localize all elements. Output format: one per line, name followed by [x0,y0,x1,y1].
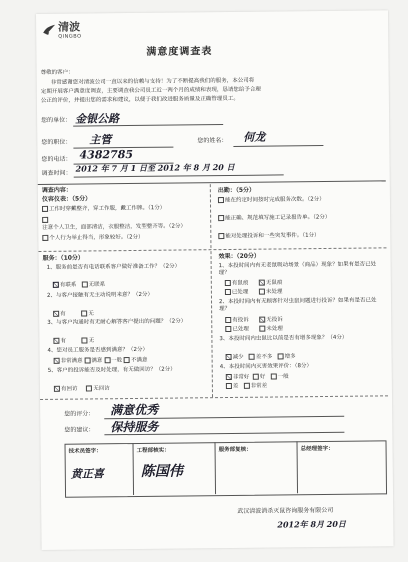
page-title: 满意度调查表 [146,46,213,58]
result-q3: 3、本投时间内虫鼠比以前是否有增多现象？（4分） [219,334,348,343]
service-q1: 1、服务前是否有电话联系客户做好准备工作？（2分） [46,263,181,271]
service-title: 服务：（10分） [42,254,84,262]
company-label: 您的单位： [41,116,72,124]
company-logo [40,21,100,40]
survey-sheet [36,10,394,550]
score-label: 您的评分： [64,410,95,418]
score-value[interactable]: 满意优秀 [110,402,159,418]
section-top-border [38,180,386,185]
r3-more-checkbox[interactable] [278,353,284,359]
q4-very-checkbox[interactable] [54,358,60,364]
r2-handled-checkbox[interactable] [225,326,231,332]
q2-yes-checkbox[interactable] [53,311,59,317]
company-value[interactable]: 金银公路 [75,112,120,126]
q5-visit-checkbox[interactable] [54,386,60,392]
logo-bird-icon [42,24,56,36]
service-q3: 3、与客户沟通时有无耐心解答客户提出的问题？（2分） [47,318,187,326]
result-q1: 1、本投时间内有无老鼠吸动场景（商品）现象？如果有是否已处理？ [218,261,377,277]
manager-signature[interactable]: 陈国伟 [140,463,183,480]
intro-line-3: 公正的评价，并提出您的需求和建议，以便于我们改进服务质量及正确管理员工。 [40,95,239,104]
service-q2: 2、与客户接触有无主动说明来意？（2分） [46,291,153,299]
r2-complaint-checkbox[interactable] [225,317,231,323]
logo-en-text: QINGBO [58,33,82,40]
r1-notrace-checkbox[interactable] [259,280,265,286]
section-divider-bottom [210,251,213,397]
service-q4-options: 非常满意 满意 一般 不满意 [54,357,148,365]
result-q4-options-b: 差 非常差 [226,383,267,391]
r3-less-checkbox[interactable] [226,354,232,360]
r1-unhandled-checkbox[interactable] [259,289,265,295]
tech-label: 技术员签字： [68,448,102,455]
q1-contact-checkbox[interactable] [53,282,59,288]
section-mid-border [38,247,386,252]
attend-3-checkbox[interactable] [218,233,224,239]
result-q1-options-a: 有鼠痕 无鼠痕 [225,279,283,287]
position-label: 您的职位： [41,138,72,146]
service-q2-options: 有 无 [53,310,94,318]
footer-company: 武汉清波消杀灭鼠咨询服务有限公司 [237,506,334,515]
attend-item-1: 能在约定时间按时完成服务次数。（2分） [218,195,378,204]
q5-novisit-checkbox[interactable] [86,385,92,391]
r1-trace-checkbox[interactable] [225,280,231,286]
phone-value[interactable]: 4382785 [79,147,134,162]
time-label: 调查时间： [41,169,72,177]
service-q1-options: 有联系 无联系 [53,281,105,289]
attire-title: 仪容仪表：（5分） [41,195,92,203]
company-underline [73,124,223,127]
result-q2-options-b: 已处理 未处理 [225,325,283,333]
q1-nocontact-checkbox[interactable] [82,281,88,287]
r4-good-checkbox[interactable] [253,374,259,380]
intro-line-1: 非常感谢您对清波公司一直以来的信赖与支持！为了不断提高我们的服务，本公司将 [50,77,255,86]
suggest-value[interactable]: 保持服务 [110,419,159,435]
result-q1-options-b: 已处理 未处理 [225,288,283,296]
contact-underline [233,145,323,147]
r4-verybad-checkbox[interactable] [244,383,250,389]
position-value[interactable]: 主管 [89,133,112,147]
attire-item-3: 个人行为举止得当，形象较好。（2分） [42,234,143,243]
r4-bad-checkbox[interactable] [226,383,232,389]
footer-date[interactable]: 2012年 8月 20日 [277,518,346,530]
manager-label: 工程部核实： [136,447,170,454]
q4-unsatisfied-checkbox[interactable] [124,357,130,363]
attire-3-checkbox[interactable] [42,235,48,241]
result-q4-options-a: 非常好 好 一般 [226,373,289,381]
result-q4: 4、本投时间内灭害效果评价：（8分） [219,363,312,371]
r4-verygood-checkbox[interactable] [226,374,232,380]
q4-satisfied-checkbox[interactable] [84,357,90,363]
phone-label: 您的电话： [41,155,72,163]
suggest-label: 您的建议： [64,426,95,434]
attend-1-checkbox[interactable] [218,197,224,203]
q3-yes-checkbox[interactable] [53,338,59,344]
attire-item-2: 注意个人卫生，面部清洁，衣服整洁，发型整齐等。（2分） [42,215,192,231]
attend-title: 出勤：（5分） [217,186,256,195]
attire-2-checkbox[interactable] [42,217,48,223]
section-divider-top [210,184,212,248]
service-q3-options: 有 无 [53,337,94,345]
attend-item-2: 能正确、规范填写施工记录报告单。（2分） [218,213,378,222]
service-q5-options: 有回访 无回访 [54,385,110,393]
time-underline [74,174,284,177]
r2-nocomplaint-checkbox[interactable] [259,317,265,323]
attend-2-checkbox[interactable] [218,215,224,221]
service-q5: 5、客户的投诉能否及时处理，有无做回访？（2分） [47,366,176,374]
content-title: 调查内容： [41,186,72,194]
result-q3-options: 减少 差不多 增多 [226,353,296,361]
attire-item-1: 工作时穿戴整齐，穿工作服，戴工作牌。（1分） [42,205,165,214]
attire-1-checkbox[interactable] [42,206,48,212]
result-q2: 2、本投时间内有无顾客针对虫鼠问题进行投诉？如果有是否已处理？ [218,297,377,313]
intro-line-2: 定期开展客户满意度调查，主要调查我公司员工近一两个月的成绩和表现，恳请您给予合理 [40,86,261,95]
tech-signature[interactable]: 黄正喜 [70,467,104,481]
q4-normal-checkbox[interactable] [104,357,110,363]
result-title: 效果：（20分） [218,252,260,261]
time-value[interactable]: 2012 年 7 月 1 日至 2012 年 8 月 20 日 [75,161,235,174]
q3-no-checkbox[interactable] [82,337,88,343]
intro-greeting: 尊敬的客户： [40,69,74,76]
q2-no-checkbox[interactable] [81,310,87,316]
gm-label: 总经理签字： [300,445,334,453]
section-bottom-border [40,395,388,400]
r4-normal-checkbox[interactable] [271,374,277,380]
attend-item-3: 能对处理投诉和一些突发事件。（1分） [218,232,319,241]
r3-same-checkbox[interactable] [249,354,255,360]
service-q4: 4、您对员工服务是否感到满意？（2分） [47,346,149,354]
logo-cn-text: 清波 [58,20,81,34]
result-q2-options-a: 有投诉 无投诉 [225,316,283,324]
review-label: 服务部复核： [218,446,252,454]
contact-value[interactable]: 何龙 [243,130,266,144]
r1-handled-checkbox[interactable] [225,289,231,295]
contact-label: 您的姓名： [197,137,228,145]
r2-unhandled-checkbox[interactable] [259,326,265,332]
